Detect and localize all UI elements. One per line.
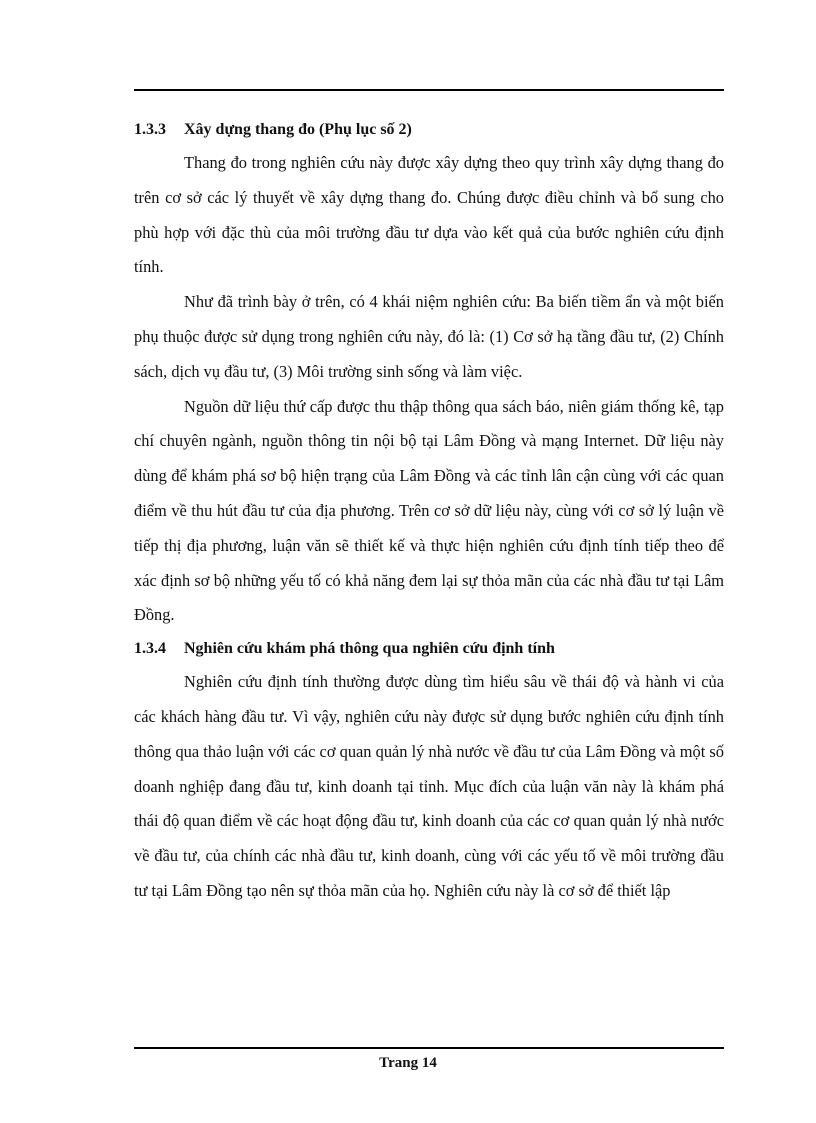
section-heading-1-3-4 [134,633,724,665]
section-title: Nghiên cứu khám phá thông qua nghiên cứu định tính [184,640,555,658]
page-number: Trang 14 [379,1055,437,1071]
section-title: Xây dựng thang đo (Phụ lục số 2) [184,121,412,138]
section-number: 1.3.4 [134,640,166,658]
page-body [134,114,724,909]
paragraph: Thang đo trong nghiên cứu này được xây dựng theo quy trình xây dựng thang đo trên cơ sở các lý thuyết về xây dựng thang đo. Chúng được điều chỉnh và bổ sung cho phù hợp với đặc thù của môi trường đầu tư dựa vào kết quả của bước nghiên cứu định tính. [134,153,724,277]
paragraph: Nguồn dữ liệu thứ cấp được thu thập thông qua sách báo, niên giám thống kê, tạp chí chuyên ngành, nguồn thông tin nội bộ tại Lâm Đồng và mạng Internet. Dữ liệu này dùng để khám phá sơ bộ hiện trạng của Lâm Đồng và các tỉnh lân cận cùng với các quan điểm về thu hút đầu tư của địa phương. Trên cơ sở dữ liệu này, cùng với cơ sở lý luận về tiếp thị địa phương, luận văn sẽ thiết kế và thực hiện nghiên cứu định tính tiếp theo để xác định sơ bộ những yếu tố có khả năng đem lại sự thỏa mãn của các nhà đầu tư tại Lâm Đồng. [134,396,724,625]
footer-rule [134,1047,724,1049]
paragraph: Như đã trình bày ở trên, có 4 khái niệm nghiên cứu: Ba biến tiềm ẩn và một biến phụ thuộc được sử dụng trong nghiên cứu này, đó là: (1) Cơ sở hạ tầng đầu tư, (2) Chính sách, dịch vụ đầu tư, (3) Môi trường sinh sống và làm việc. [134,292,724,381]
section-number: 1.3.3 [134,121,166,138]
section-heading-1-3-3 [134,114,724,146]
header-rule [134,89,724,91]
paragraph: Nghiên cứu định tính thường được dùng tìm hiểu sâu về thái độ và hành vi của các khách hàng đầu tư. Vì vậy, nghiên cứu này được sử dụng bước nghiên cứu định tính thông qua thảo luận với các cơ quan quản lý nhà nước về đầu tư của Lâm Đồng và một số doanh nghiệp đang đầu tư, kinh doanh tại tỉnh. Mục đích của luận văn này là khám phá thái độ quan điểm về các hoạt động đầu tư, kinh doanh của các cơ quan quản lý nhà nước về đầu tư, của chính các nhà đầu tư, kinh doanh, cùng với các yếu tố về môi trường đầu tư tại Lâm Đồng tạo nên sự thỏa mãn của họ. Nghiên cứu này là cơ sở để thiết lập [134,672,724,900]
